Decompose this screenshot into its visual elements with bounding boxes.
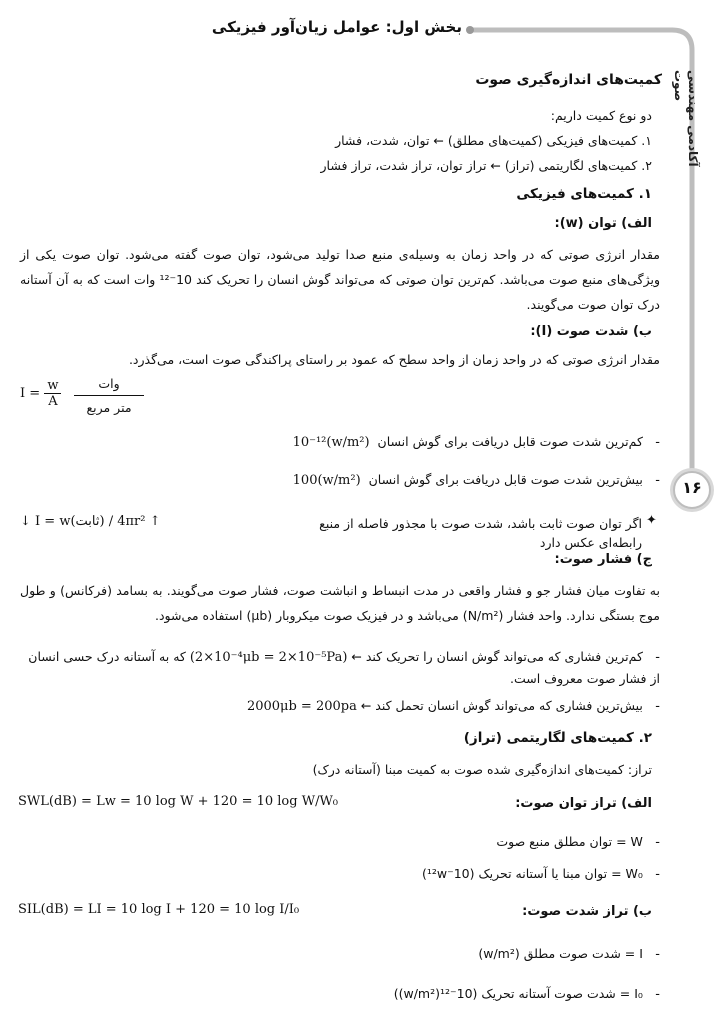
unit-den: متر مربع — [86, 400, 132, 415]
sil-heading: ب) تراز شدت صوت: — [522, 904, 652, 919]
list-item-value: (2×10⁻⁴μb = 2×10⁻⁵Pa) — [189, 650, 348, 665]
formula-num: w — [44, 378, 61, 394]
swl-heading: الف) تراز توان صوت: — [515, 796, 652, 811]
list-item: - کم‌ترین فشاری که می‌تواند گوش انسان را تحریک کند ← (2×10⁻⁴μb = 2×10⁻⁵Pa) که به آستانه درک حسی انسان از فشار صوت معروف است. — [28, 649, 660, 686]
physical-heading: ۱. کمیت‌های فیزیکی — [516, 186, 652, 202]
type-item: ۱. کمیت‌های فیزیکی (کمیت‌های مطلق) ← توان، شدت، فشار — [335, 133, 652, 148]
power-paragraph: مقدار انرژی صوتی که در واحد زمان به وسیله‌ی منبع صدا تولید می‌شود، توان صوت گفته می‌شود. توان صوت یکی از ویژگی‌های منبع صوت می‌باشد. کم‌ترین توان صوتی که می‌تواند گوش انسان را تحریک کند 10⁻¹² وات است که به آن آستانه درک توان صوت می‌گویند. — [20, 247, 660, 312]
list-item-value: 10⁻¹²(w/m²) — [292, 435, 370, 450]
intensity-heading: ب) شدت صوت (I): — [530, 324, 652, 339]
list-item: - کم‌ترین شدت صوت قابل دریافت برای گوش انسان 10⁻¹²(w/m²) — [292, 434, 660, 450]
formula-den: A — [48, 394, 58, 409]
sil-formula: SIL(dB) = LI = 10 log I + 120 = 10 log I/I₀ — [18, 902, 300, 917]
formula-lhs: I = — [20, 386, 41, 401]
section-title: کمیت‌های اندازه‌گیری صوت — [475, 72, 662, 88]
list-item: - I₀ = شدت صوت آستانه تحریک (10⁻¹²(w/m²)) — [393, 986, 660, 1002]
list-item: - بیش‌ترین فشاری که می‌تواند گوش انسان تحمل کند ← 2000μb = 200pa — [246, 698, 660, 714]
list-item-value: 2000μb = 200pa — [246, 699, 357, 714]
pressure-heading: ج) فشار صوت: — [554, 552, 652, 567]
side-label: آکادمی مهندسی صوت — [672, 70, 700, 167]
list-item: - W = توان مطلق منبع صوت — [496, 834, 660, 850]
note-icon: ✦ — [646, 513, 657, 528]
list-item: - W₀ = توان مبنا یا آستانه تحریک (10⁻¹²w) — [421, 866, 660, 882]
intensity-paragraph: مقدار انرژی صوتی که در واحد زمان از واحد سطح که عمود بر راستای پراکندگی صوت است، می‌گذرد. — [128, 352, 660, 367]
list-item: - I = شدت صوت مطلق (w/m²) — [478, 946, 660, 962]
type-item: ۲. کمیت‌های لگاریتمی (تراز) ← تراز توان، تراز شدت، تراز فشار — [320, 158, 652, 173]
pressure-paragraph: به تفاوت میان فشار جو و فشار واقعی در مدت انبساط و انباشت صوت، فشار صوت می‌گویند. به بسامد (فرکانس) و طول موج بستگی ندارد. واحد فشار (N/m²) می‌باشد و در فیزیک صوت میکروبار (μb) استفاده می‌شود. — [20, 583, 660, 623]
page-number: ۱۶ — [682, 478, 702, 497]
list-item: - بیش‌ترین شدت صوت قابل دریافت برای گوش انسان 100(w/m²) — [292, 472, 660, 488]
intensity-unit — [74, 376, 144, 415]
intensity-note: اگر توان صوت ثابت باشد، شدت صوت با مجذور فاصله از منبع رابطه‌ای عکس دارد — [319, 516, 642, 550]
log-heading: ۲. کمیت‌های لگاریتمی (تراز) — [463, 730, 652, 746]
note-formula: ↓ I = w(ثابت) / 4πr² ↑ — [20, 514, 161, 529]
power-heading: الف) توان (w): — [554, 216, 652, 231]
list-item-value: 100(w/m²) — [292, 473, 361, 488]
page-header-title: بخش اول: عوامل زیان‌آور فیزیکی — [211, 18, 462, 36]
section-intro: دو نوع کمیت داریم: — [550, 108, 652, 123]
log-definition: تراز: کمیت‌های اندازه‌گیری شده صوت به کمیت مبنا (آستانه درک) — [312, 762, 652, 777]
swl-formula: SWL(dB) = Lw = 10 log W + 120 = 10 log W/W₀ — [18, 794, 339, 809]
intensity-formula — [20, 378, 61, 409]
unit-num: وات — [74, 376, 144, 396]
